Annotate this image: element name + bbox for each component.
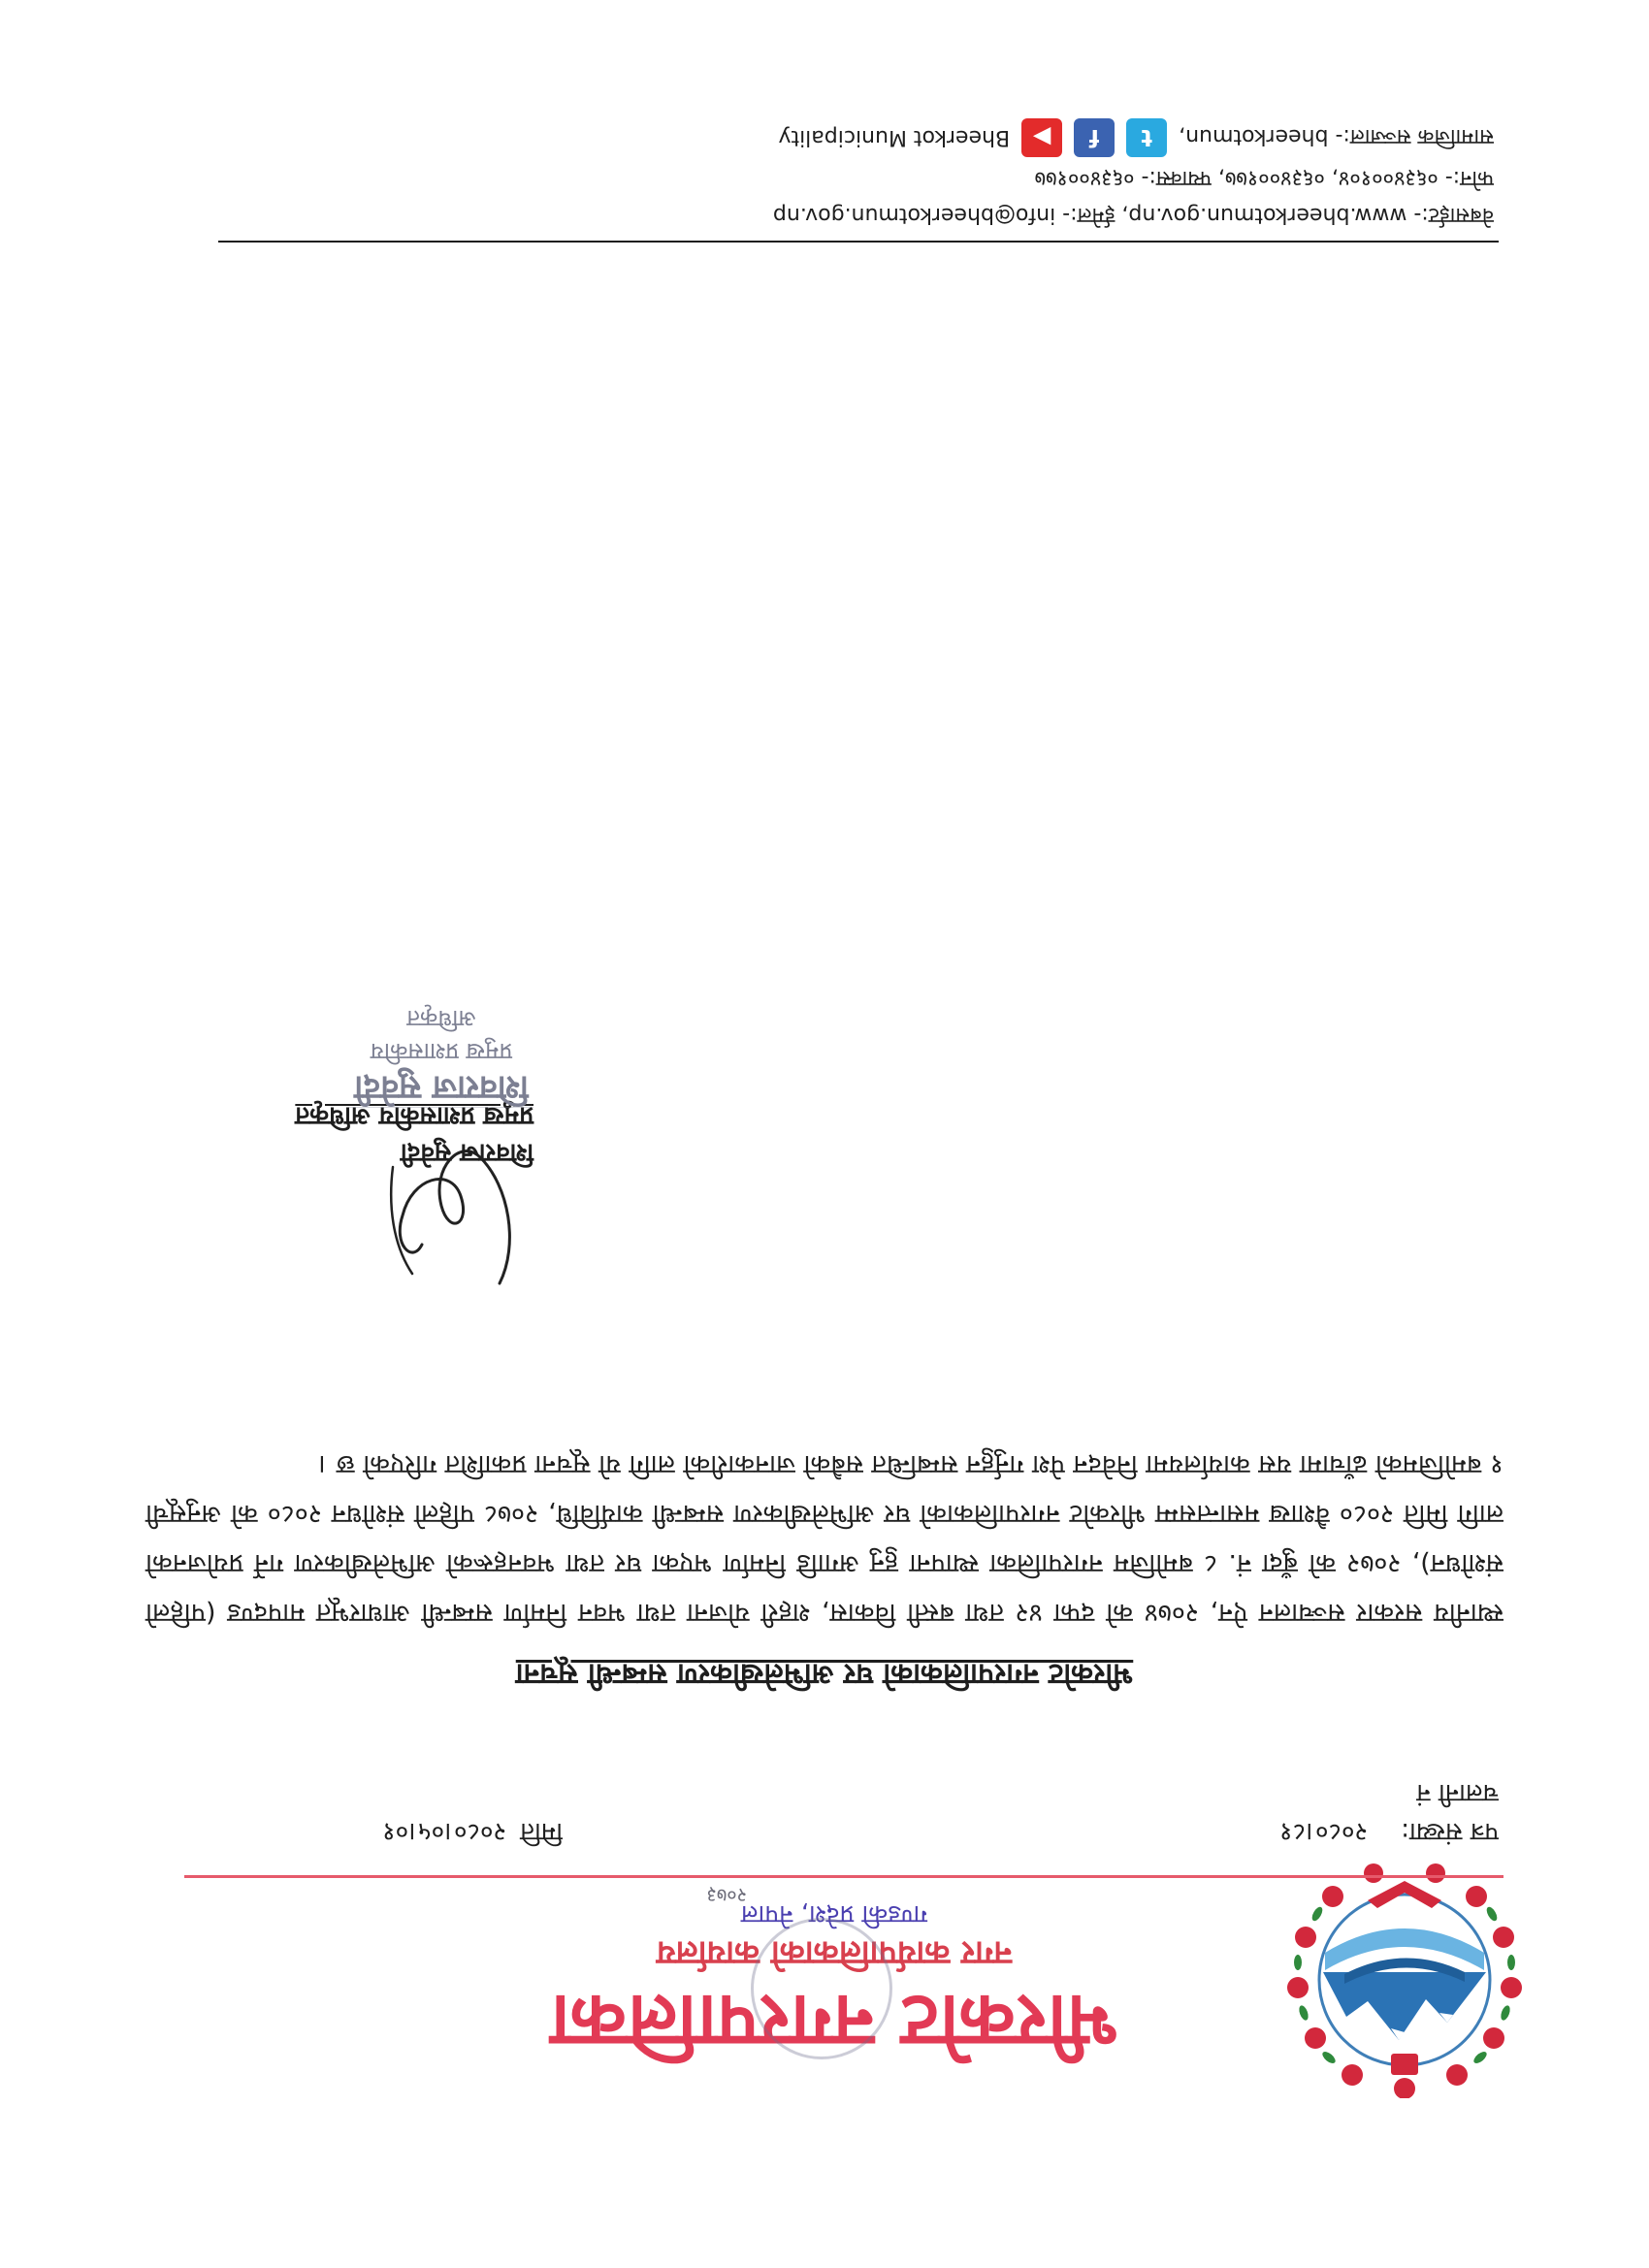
municipality-name: भीरकोट नगरपालिका [549, 1979, 1119, 2065]
date-label: मिति [520, 1817, 563, 1846]
footer-contact-web: वेबसाईट:- www.bheerkotmun.gov.np, ईमेल:- info@bheerkotmun.gov.np [772, 203, 1494, 227]
reference-number-label: पत्र संख्या: [1401, 1817, 1499, 1846]
stamp-title: प्रमुख प्रशासकीय अधिकृत [370, 1005, 513, 1065]
municipality-emblem [1285, 1861, 1523, 2098]
signatory-name: शिवराज सुवेदी [400, 1138, 534, 1167]
letter-date: २०८०।०५।०१ [382, 1817, 506, 1846]
notice-subject: भीरकोट नगरपालिकाको घर अभिलेखीकरण सम्बन्धी सूचना [515, 1657, 1134, 1691]
reference-number: २०८०।८१ [1279, 1817, 1368, 1846]
officer-stamp [349, 1005, 534, 1108]
established-year: २०७३ [706, 1884, 747, 1907]
social-account-name: Bheerkot Municipality [778, 125, 1011, 150]
office-name: नगर कार्यपालिकाको कार्यालय [656, 1933, 1013, 1972]
office-seal [751, 1918, 892, 2059]
header-divider [184, 1875, 1504, 1878]
footer-divider [218, 241, 1499, 243]
signatory-title: प्रमुख प्रशासकीय अधिकृत [295, 1101, 534, 1130]
notice-body: स्थानीय सरकार सञ्चालन ऐन, २०७४ को दफा ४२ तथा बस्ती विकास, शहरी योजना तथा भवन निर्माण सम्बन्धी आधारभूत मापदण्ड (पहिलो संशोधन), २०७२ को बुँदा नं. ८ बमोजिम नगरपालिका स्थापना हुनु अगाडि निर्माण भएका घर तथा भवनहरूको अभिलेखीकरण गर्ने प्रयोजनको लागि मिति २०८० वैशाख मसान्तसम्म भीरकोट नगरपालिकाको घर अभिलेखीकरण सम्बन्धी कार्यविधि, २०७८ पहिलो संशोधन २०८० को अनुसूची १ बमोजिमको ढाँचामा यस कार्यालयमा निवेदन पेश गर्नुहुन सम्बन्धित सबैको जानकारीको लागि यो सूचना प्रकाशित गरिएको छ । [146, 1449, 1504, 1628]
youtube-icon: ▶ [1021, 118, 1062, 157]
twitter-icon: t [1126, 118, 1167, 157]
footer-contact-phone: फोन:- ०६३४००१०४, ०६३४००१७७, फ्याक्स:- ०६३४००१७७ [1034, 166, 1494, 190]
stamp-name: शिवराज सुवेदी [354, 1068, 529, 1107]
facebook-icon: f [1074, 118, 1115, 157]
footer-social [778, 118, 1494, 157]
social-media-label: सामाजिक सञ्जाल:- bheerkotmun, [1179, 124, 1494, 148]
dispatch-number: चलानी नं [1416, 1778, 1499, 1807]
office-address: गण्डकी प्रदेश, नेपाल [740, 1899, 928, 1928]
